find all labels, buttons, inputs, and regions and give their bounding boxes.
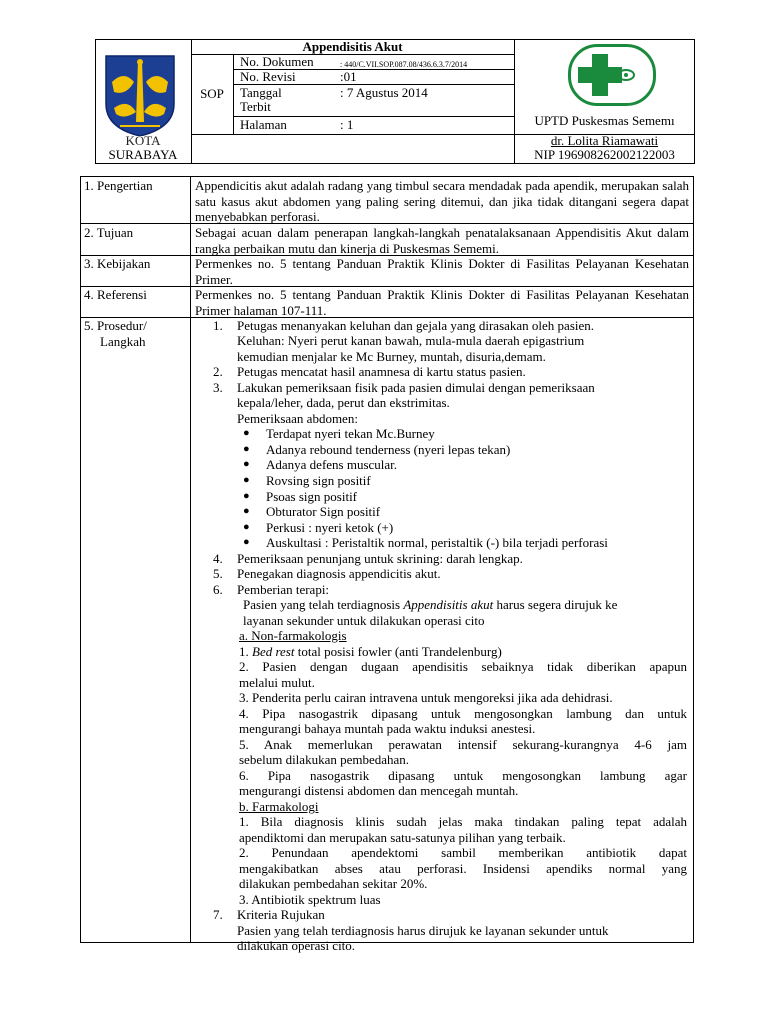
puskesmas-logo (568, 44, 656, 106)
step-number: 4. (213, 551, 223, 566)
section-label-referensi: 4. Referensi (84, 287, 147, 302)
meta-label-dokumen: No. Dokumen (240, 54, 314, 69)
step-number: 1. (213, 318, 223, 333)
step6-intro-line2: layanan sekunder untuk dilakukan operasi cito (243, 613, 485, 628)
meta-value-tanggal: : 7 Agustus 2014 (340, 85, 428, 100)
sop-label: SOP (200, 86, 224, 102)
farm-item-2-cont: mengakibatkan abses atau perforasi. Insidensi apendiks normal yang (239, 861, 687, 876)
header-divider (233, 54, 234, 134)
nonfarm-item-5: 5. Anak memerlukan perawatan intensif sekurang-kurangnya 4-6 jam (239, 737, 687, 752)
bullet-icon: ● (243, 505, 250, 517)
step6-intro-diagnosis: Appendisitis akut (403, 597, 494, 612)
meta-label-revisi: No. Revisi (240, 69, 296, 84)
step-number: 5. (213, 566, 223, 581)
step-text: Pemeriksaan abdomen: (237, 411, 358, 426)
nonfarmakologis-heading (239, 628, 347, 644)
nonfarm-item-5-cont: sebelum dilakukan pembedahan. (239, 752, 410, 767)
step6-intro-line1 (243, 597, 617, 613)
section-text-pengertian: Appendicitis akut adalah radang yang timbul secara mendadak pada apendik, merupakan salah satu kasus akut abdomen yang paling sering ditemui, dan jika tidak ditangani segera dapat menyebabkan perforasi. (195, 178, 689, 225)
bullet-icon: ● (243, 490, 250, 502)
step-text: Petugas menanyakan keluhan dan gejala yang dirasakan oleh pasien. (237, 318, 595, 333)
city-name (95, 134, 191, 162)
meta-label-halaman: Halaman (240, 117, 287, 132)
step-text: dilakukan operasi cito. (237, 938, 356, 953)
bullet-item: Psoas sign positif (266, 489, 358, 504)
farm-item-2-cont: dilakukan pembedahan sekitar 20%. (239, 876, 428, 891)
section-label-prosedur (84, 318, 188, 349)
bullet-icon: ● (243, 536, 250, 548)
signer-name: dr. Lolita Riamawati (550, 133, 659, 148)
signer-nip: NIP 196908262002122003 (534, 147, 675, 162)
nonfarm-item-italic: Bed rest (252, 644, 295, 659)
nonfarm-item-3: 3. Penderita perlu cairan intravena untuk mengoreksi jika ada dehidrasi. (239, 690, 613, 705)
nonfarm-item-6-cont: mengurangi distensi abdomen dan mencegah muntah. (239, 783, 519, 798)
organization-name: UPTD Puskesmas Sememı (534, 113, 675, 128)
meta-value-dokumen: : 440/C.VII.SOP.087.08/436.6.3.7/2014 (340, 60, 468, 69)
step-text: Pemeriksaan penunjang untuk skrining: darah lengkap. (237, 551, 523, 566)
nonfarm-item-1 (239, 644, 502, 660)
step-text: Pasien yang telah terdiagnosis harus dirujuk ke layanan sekunder untuk (237, 923, 609, 938)
meta-value-halaman: : 1 (340, 117, 354, 132)
prosedur-label-line2: Langkah (100, 333, 146, 349)
step-text: Pemberian terapi: (237, 582, 330, 597)
farm-item-1-cont: apendiktomi dan merupakan satu-satunya pilihan yang terbaik. (239, 830, 566, 845)
meta-label-tanggal: Tanggal Terbit (240, 85, 282, 114)
city-line-2: SURABAYA (108, 147, 178, 162)
step6-intro-text: Pasien yang telah terdiagnosis (243, 597, 404, 612)
step-text: kemudian menjalar ke Mc Burney, muntah, disuria,demam. (237, 349, 546, 364)
bullet-item: Adanya rebound tenderness (nyeri lepas tekan) (266, 442, 511, 457)
step-number: 3. (213, 380, 223, 395)
bullet-item: Rovsing sign positif (266, 473, 371, 488)
farmakologi-heading (239, 799, 318, 815)
nonfarm-item-4: 4. Pipa nasogastrik dipasang untuk mengosongkan lambung dan untuk (239, 706, 687, 721)
bullet-item: Perkusi : nyeri ketok (+) (266, 520, 394, 535)
nonfarm-item-2: 2. Pasien dengan dugaan apendisitis sebaiknya tidak diberikan apapun (239, 659, 687, 674)
prosedur-label-line1: 5. Prosedur/ (84, 318, 147, 333)
step-number: 7. (213, 907, 223, 922)
step-number: 6. (213, 582, 223, 597)
section-text-kebijakan: Permenkes no. 5 tentang Panduan Praktik Klinis Dokter di Fasilitas Pelayanan Kesehatan Primer. (195, 256, 689, 287)
step-text: Kriteria Rujukan (237, 907, 325, 922)
farm-item-2: 2. Penundaan apendektomi sambil memberikan antibiotik dapat (239, 845, 687, 860)
farm-item-3: 3. Antibiotik spektrum luas (239, 892, 381, 907)
nonfarm-item-text: total posisi fowler (anti Trandelenburg) (294, 644, 502, 659)
section-text-referensi: Permenkes no. 5 tentang Panduan Praktik Klinis Dokter di Fasilitas Pelayanan Kesehatan Primer halaman 107-111. (195, 287, 689, 318)
section-label-kebijakan: 3. Kebijakan (84, 256, 151, 271)
step-text: Keluhan: Nyeri perut kanan bawah, mula-mula daerah epigastrium (237, 333, 585, 348)
nonfarm-item-number: 1. (239, 644, 252, 659)
step-text: Petugas mencatat hasil anamnesa di kartu status pasien. (237, 364, 526, 379)
section-label-pengertian: 1. Pengertian (84, 178, 153, 193)
nonfarmakologis-heading-text: a. Non-farmakologis (239, 628, 347, 643)
nonfarm-item-6: 6. Pipa nasogastrik dipasang untuk mengosongkan lambung agar (239, 768, 687, 783)
farm-item-1: 1. Bila diagnosis klinis sudah jelas maka tindakan paling tepat adalah (239, 814, 687, 829)
step-text: Penegakan diagnosis appendicitis akut. (237, 566, 441, 581)
bullet-icon: ● (243, 427, 250, 439)
section-label-tujuan: 2. Tujuan (84, 225, 134, 240)
column-divider (190, 176, 191, 943)
step-number: 2. (213, 364, 223, 379)
bullet-icon: ● (243, 443, 250, 455)
section-text-tujuan: Sebagai acuan dalam penerapan langkah-langkah penatalaksanaan Appendisitis Akut dalam rangka perbaikan mutu dan kinerja di Puskesmas Sememi. (195, 225, 689, 256)
step-text: Lakukan pemeriksaan fisik pada pasien dimulai dengan pemeriksaan (237, 380, 595, 395)
bullet-item: Auskultasi : Peristaltik normal, peristaltik (-) bila terjadi perforasi (266, 535, 608, 550)
farmakologi-heading-text: b. Farmakologi (239, 799, 319, 814)
bullet-icon: ● (243, 474, 250, 486)
bullet-item: Obturator Sign positif (266, 504, 381, 519)
city-line-1: KOTA (125, 133, 161, 148)
bullet-item: Adanya defens muscular. (266, 457, 398, 472)
step6-intro-text: harus segera dirujuk ke (493, 597, 618, 612)
bullet-item: Terdapat nyeri tekan Mc.Burney (266, 426, 435, 441)
nonfarm-item-2-cont: melalui mulut. (239, 675, 315, 690)
signer-block (514, 134, 695, 162)
meta-value-revisi: :01 (340, 69, 357, 84)
document-title: Appendisitis Akut (302, 39, 403, 54)
surabaya-emblem-logo (100, 52, 180, 136)
nonfarm-item-4-cont: mengurangi bahaya muntah pada waktu induksi anestesi. (239, 721, 536, 736)
step-text: kepala/leher, dada, perut dan ekstrimitas. (237, 395, 450, 410)
bullet-icon: ● (243, 521, 250, 533)
bullet-icon: ● (243, 458, 250, 470)
